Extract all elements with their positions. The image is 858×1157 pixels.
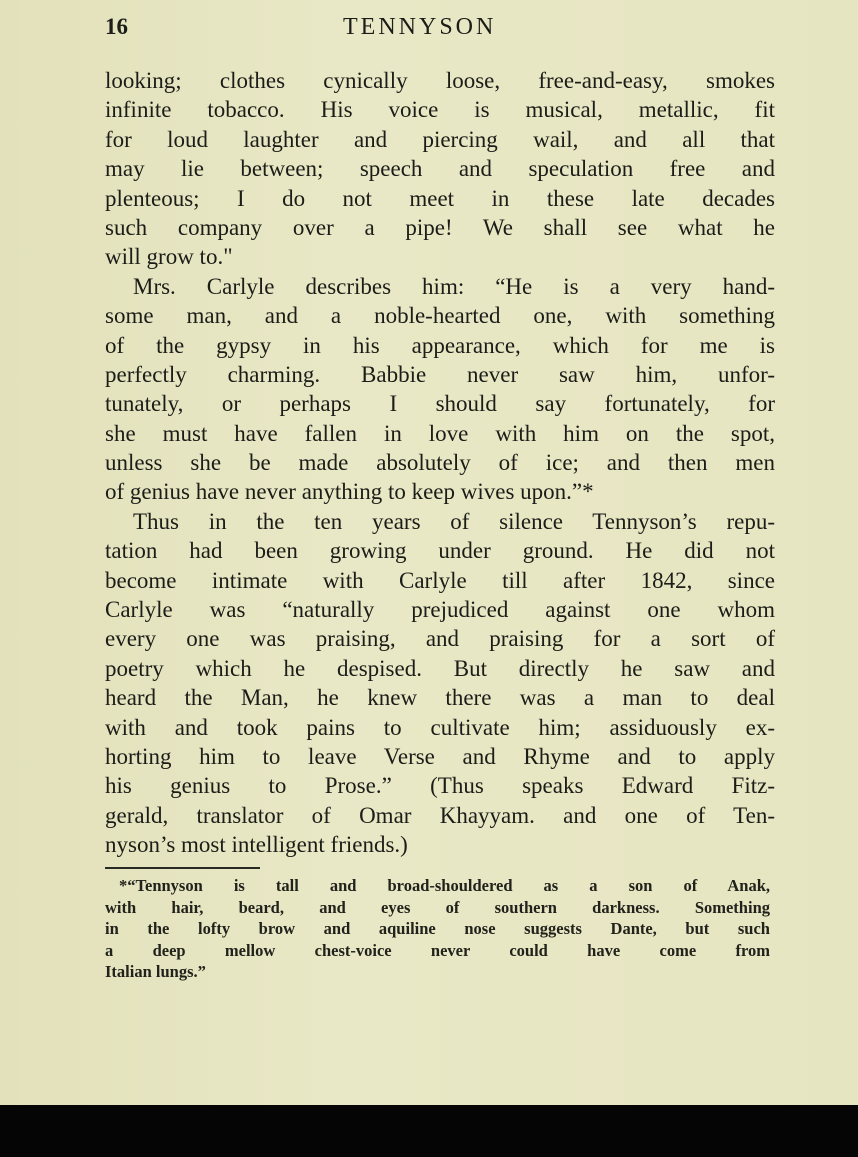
footnote-line: Italian lungs.” bbox=[105, 962, 206, 982]
footnote-line: in the lofty brow and aquiline nose suggests Dante, but such bbox=[105, 919, 770, 939]
footnote-line: with hair, beard, and eyes of southern darkness. Something bbox=[105, 897, 770, 917]
paragraph bbox=[105, 272, 775, 507]
text-line: plenteous; I do not meet in these late decades bbox=[105, 185, 775, 211]
text-line: will grow to." bbox=[105, 244, 233, 270]
text-line: infinite tobacco. His voice is musical, metallic, fit bbox=[105, 97, 775, 123]
text-line: unless she be made absolutely of ice; and then men bbox=[105, 450, 775, 476]
text-line: of the gypsy in his appearance, which for me is bbox=[105, 332, 775, 358]
text-line: with and took pains to cultivate him; assiduously ex- bbox=[105, 714, 775, 740]
text-line: may lie between; speech and speculation free and bbox=[105, 156, 775, 182]
body-text bbox=[105, 66, 775, 860]
text-line: such company over a pipe! We shall see what he bbox=[105, 214, 775, 240]
scan-border bbox=[0, 1105, 858, 1157]
paragraph bbox=[105, 507, 775, 860]
page-number: 16 bbox=[105, 14, 128, 39]
text-line: Thus in the ten years of silence Tennyson’s repu- bbox=[133, 508, 775, 534]
text-line: some man, and a noble-hearted one, with something bbox=[105, 303, 775, 329]
text-line: become intimate with Carlyle till after 1842, since bbox=[105, 567, 775, 593]
text-line: looking; clothes cynically loose, free-and-easy, smokes bbox=[105, 68, 775, 93]
text-line: tation had been growing under ground. He did not bbox=[105, 538, 775, 564]
footnote bbox=[105, 875, 770, 983]
text-line: his genius to Prose.” (Thus speaks Edward Fitz- bbox=[105, 773, 775, 799]
text-line: heard the Man, he knew there was a man to deal bbox=[105, 685, 775, 711]
text-line: she must have fallen in love with him on the spot, bbox=[105, 420, 775, 446]
text-line: perfectly charming. Babbie never saw him, unfor- bbox=[105, 361, 775, 387]
text-line: for loud laughter and piercing wail, and all that bbox=[105, 126, 775, 152]
paragraph bbox=[105, 66, 775, 272]
text-line: every one was praising, and praising for a sort of bbox=[105, 626, 775, 652]
text-line: Carlyle was “naturally prejudiced against one whom bbox=[105, 597, 775, 623]
text-line: poetry which he despised. But directly he saw and bbox=[105, 655, 775, 681]
text-line: Mrs. Carlyle describes him: “He is a very hand- bbox=[133, 273, 775, 299]
text-line: nyson’s most intelligent friends.) bbox=[105, 832, 408, 858]
text-line: horting him to leave Verse and Rhyme and to apply bbox=[105, 743, 775, 769]
page-header bbox=[105, 14, 775, 48]
footnote-divider bbox=[105, 867, 260, 869]
text-line: of genius have never anything to keep wives upon.”* bbox=[105, 479, 594, 505]
footnote-line: *“Tennyson is tall and broad-shouldered as a son of Anak, bbox=[119, 876, 770, 895]
text-line: gerald, translator of Omar Khayyam. and one of Ten- bbox=[105, 802, 775, 828]
text-line: tunately, or perhaps I should say fortunately, for bbox=[105, 391, 775, 417]
footnote-line: a deep mellow chest-voice never could have come from bbox=[105, 940, 770, 960]
running-title: TENNYSON bbox=[343, 14, 497, 40]
